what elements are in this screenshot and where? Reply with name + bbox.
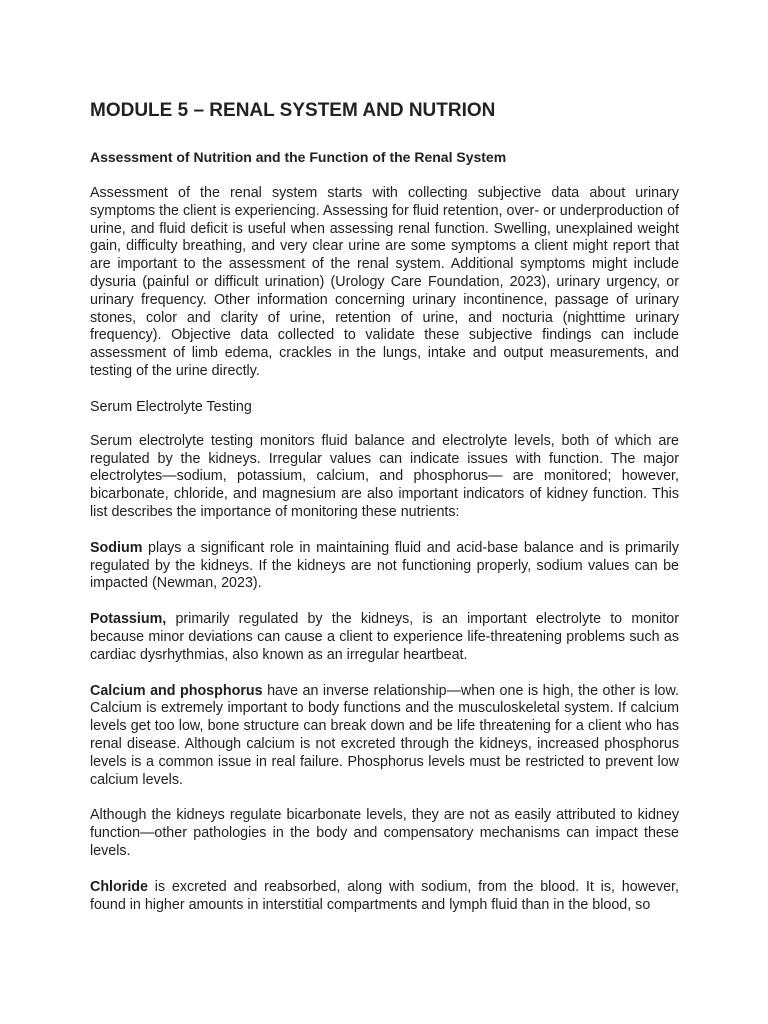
serum-heading: Serum Electrolyte Testing <box>90 398 252 415</box>
serum-paragraph: Serum electrolyte testing monitors fluid balance and electrolyte levels, both of which are regulated by the kidneys. Irregular values can indicate issues with function. The major electrolytes—sodium, potassium, calcium, and phosphorus— are monitored; however, bicarbonate, chloride, and magnesium are also important indicators of kidney function. This list describes the importance of monitoring these nutrients: <box>90 432 679 520</box>
sodium-term: Sodium <box>90 539 143 556</box>
document-page <box>90 100 679 932</box>
potassium-paragraph <box>90 611 679 664</box>
sodium-paragraph <box>90 540 679 593</box>
calcium-term: Calcium and phosphorus <box>90 682 263 699</box>
intro-paragraph: Assessment of the renal system starts with collecting subjective data about urinary symptoms the client is experiencing. Assessing for fluid retention, over- or underproduction of urine, and fluid deficit is useful when assessing renal function. Swelling, unexplained weight gain, difficulty breathing, and very clear urine are some symptoms a client might report that are important to the assessment of the renal system. Additional symptoms might include dysuria (painful or difficult urination) (Urology Care Foundation, 2023), urinary urgency, or urinary frequency. Other information concerning urinary incontinence, passage of urinary stones, color and clarity of urine, retention of urine, and nocturia (nighttime urinary frequency). Objective data collected to validate these subjective findings can include assessment of limb edema, crackles in the lungs, intake and output measurements, and testing of the urine directly. <box>90 185 679 379</box>
chloride-text: is excreted and reabsorbed, along with sodium, from the blood. It is, however, found in higher amounts in interstitial compartments and lymph fluid than in the blood, so <box>90 878 679 913</box>
section-subtitle: Assessment of Nutrition and the Function of the Renal System <box>90 149 507 165</box>
potassium-term: Potassium, <box>90 611 167 628</box>
calcium-paragraph <box>90 683 679 790</box>
bicarbonate-paragraph: Although the kidneys regulate bicarbonate levels, they are not as easily attributed to kidney function—other pathologies in the body and compensatory mechanisms can impact these levels. <box>90 807 679 859</box>
chloride-paragraph <box>90 879 679 915</box>
calcium-text: have an inverse relationship—when one is high, the other is low. Calcium is extremely important to body functions and the musculoskeletal system. If calcium levels get too low, bone structure can break down and be life threatening for a client who has renal disease. Although calcium is not excreted through the kidneys, increased phosphorus levels is a common issue in real failure. Phosphorus levels must be restricted to prevent low calcium levels. <box>90 682 680 788</box>
module-title: MODULE 5 – RENAL SYSTEM AND NUTRION <box>90 100 496 121</box>
sodium-text: plays a significant role in maintaining fluid and acid-base balance and is primarily regulated by the kidneys. If the kidneys are not functioning properly, sodium values can be impacted (Newman, 2023). <box>90 539 679 592</box>
potassium-text: primarily regulated by the kidneys, is an important electrolyte to monitor because minor deviations can cause a client to experience life-threatening problems such as cardiac dysrhythmias, also known as an irregular heartbeat. <box>90 611 679 663</box>
chloride-term: Chloride <box>90 878 148 895</box>
